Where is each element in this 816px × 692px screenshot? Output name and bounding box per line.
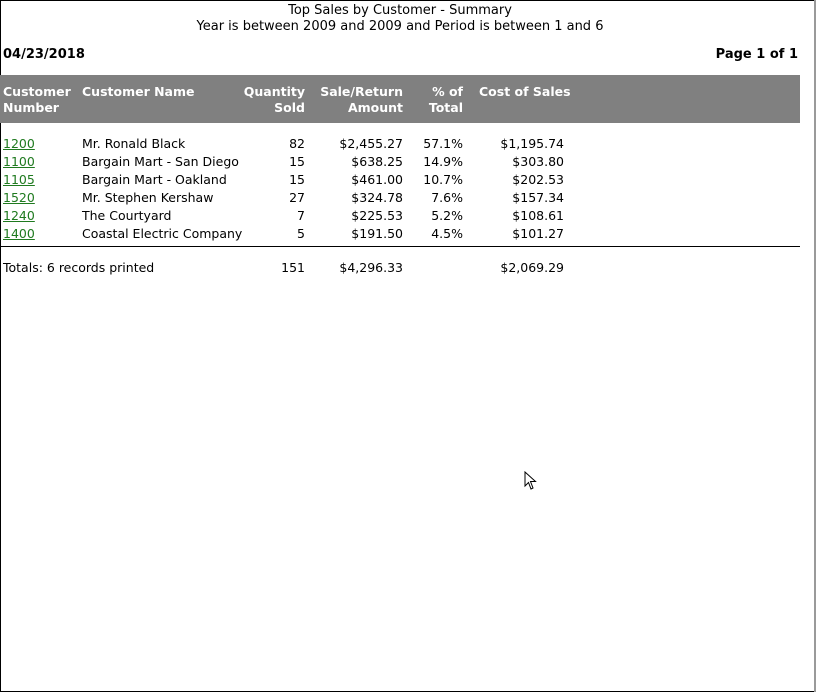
table-row <box>0 172 800 190</box>
mouse-pointer-icon <box>524 471 538 491</box>
page-indicator: Page 1 of 1 <box>715 47 798 62</box>
customer-name: Bargain Mart - San Diego <box>82 154 239 169</box>
quantity-sold: 15 <box>289 172 305 187</box>
percent-of-total: 10.7% <box>423 172 463 187</box>
sale-amount: $191.50 <box>351 226 403 241</box>
header-quantity-sold: Quantity Sold <box>243 84 305 115</box>
header-sale-return-amount: Sale/Return Amount <box>320 84 403 115</box>
percent-of-total: 7.6% <box>431 190 463 205</box>
total-amount: $4,296.33 <box>339 260 403 275</box>
customer-name: Coastal Electric Company <box>82 226 243 241</box>
totals-divider <box>0 246 800 247</box>
quantity-sold: 82 <box>289 136 305 151</box>
total-quantity: 151 <box>281 260 305 275</box>
sale-amount: $2,455.27 <box>339 136 403 151</box>
cost-of-sales: $202.53 <box>512 172 564 187</box>
table-row <box>0 190 800 208</box>
percent-of-total: 5.2% <box>431 208 463 223</box>
sale-amount: $324.78 <box>351 190 403 205</box>
customer-number-link[interactable]: 1100 <box>3 154 35 169</box>
report-date: 04/23/2018 <box>3 47 85 62</box>
table-row <box>0 136 800 154</box>
customer-name: Bargain Mart - Oakland <box>82 172 227 187</box>
report-title: Top Sales by Customer - Summary <box>288 3 512 18</box>
totals-row <box>0 260 800 278</box>
quantity-sold: 15 <box>289 154 305 169</box>
sale-amount: $225.53 <box>351 208 403 223</box>
quantity-sold: 7 <box>297 208 305 223</box>
quantity-sold: 27 <box>289 190 305 205</box>
customer-number-link[interactable]: 1400 <box>3 226 35 241</box>
totals-label: Totals: 6 records printed <box>3 260 155 275</box>
total-cost: $2,069.29 <box>500 260 564 275</box>
customer-name: Mr. Ronald Black <box>82 136 186 151</box>
sale-amount: $461.00 <box>351 172 403 187</box>
quantity-sold: 5 <box>297 226 305 241</box>
cost-of-sales: $108.61 <box>512 208 564 223</box>
percent-of-total: 57.1% <box>423 136 463 151</box>
table-row <box>0 226 800 244</box>
table-row <box>0 154 800 172</box>
percent-of-total: 14.9% <box>423 154 463 169</box>
table-row <box>0 208 800 226</box>
customer-number-link[interactable]: 1240 <box>3 208 35 223</box>
cost-of-sales: $303.80 <box>512 154 564 169</box>
cost-of-sales: $101.27 <box>512 226 564 241</box>
customer-number-link[interactable]: 1200 <box>3 136 35 151</box>
customer-number-link[interactable]: 1520 <box>3 190 35 205</box>
header-cost-of-sales: Cost of Sales <box>479 84 571 99</box>
report-subtitle: Year is between 2009 and 2009 and Period is between 1 and 6 <box>196 19 604 34</box>
header-customer-name: Customer Name <box>82 84 195 99</box>
percent-of-total: 4.5% <box>431 226 463 241</box>
customer-name: Mr. Stephen Kershaw <box>82 190 214 205</box>
cost-of-sales: $1,195.74 <box>500 136 564 151</box>
customer-number-link[interactable]: 1105 <box>3 172 35 187</box>
customer-name: The Courtyard <box>82 208 172 223</box>
header-customer-number: Customer Number <box>3 84 71 115</box>
sale-amount: $638.25 <box>351 154 403 169</box>
cost-of-sales: $157.34 <box>512 190 564 205</box>
header-percent-total: % of Total <box>428 84 463 115</box>
